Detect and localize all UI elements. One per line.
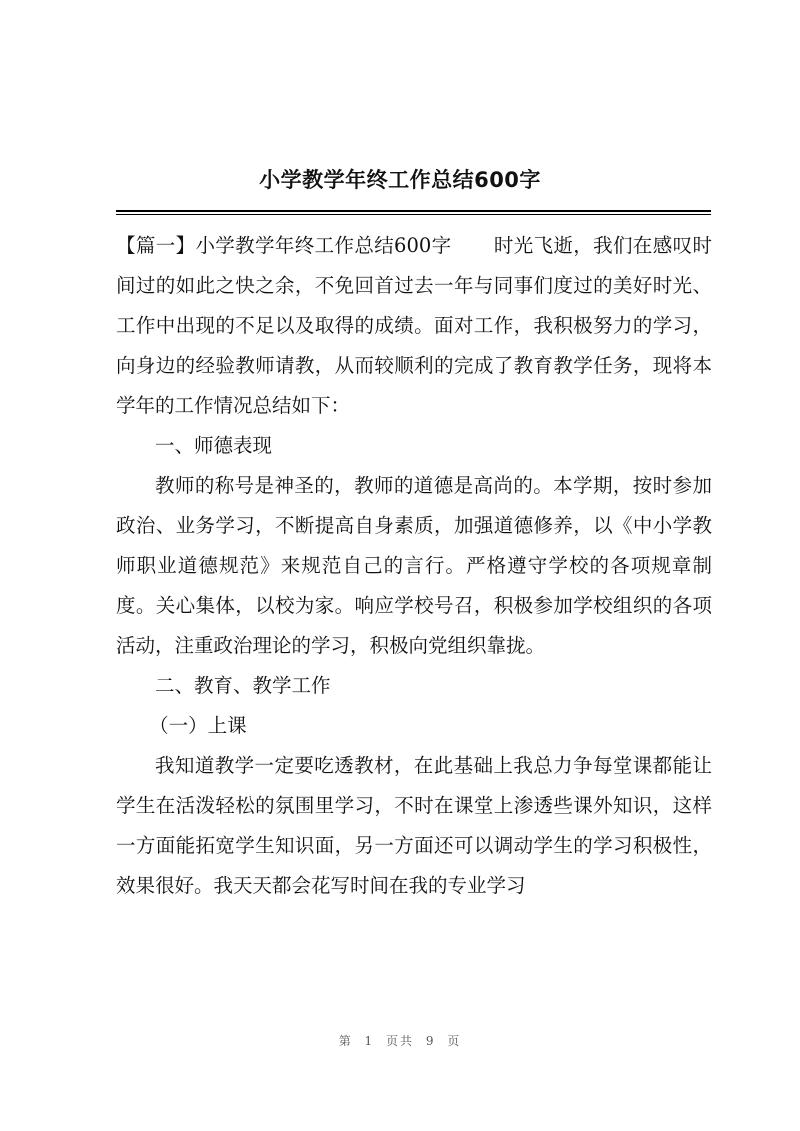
intro-label: 【篇一】小学教学年终工作总结600字 [116, 234, 452, 257]
title-divider-thick [116, 210, 711, 212]
document-body [116, 226, 712, 906]
heading-teaching: 二、教育、教学工作 [155, 674, 331, 697]
heading-class: （一）上课 [149, 714, 247, 737]
page-number: 第 1 页共 9 页 [338, 1034, 462, 1048]
title-divider-thin [116, 214, 711, 215]
intro-paragraph [116, 226, 712, 426]
document-title: 小学教学年终工作总结600字 [259, 168, 541, 192]
paragraph-3: 我知道教学一定要吃透教材，在此基础上我总力争每堂课都能让学生在活泼轻松的氛围里学习，不时在课堂上渗透些课外知识，这样一方面能拓宽学生知识面，另一方面还可以调动学生的学习积极性，效果很好。我天天都会花写时间在我的专业学习 [116, 754, 712, 897]
paragraph-1: 时光飞逝，我们在感叹时间过的如此之快之余，不免回首过去一年与同事们度过的美好时光、工作中出现的不足以及取得的成绩。面对工作，我积极努力的学习，向身边的经验教师请教，从而较顺利的完成了教育教学任务，现将本学年的工作情况总结如下： [116, 234, 712, 417]
paragraph-2: 教师的称号是神圣的，教师的道德是高尚的。本学期，按时参加政治、业务学习，不断提高自身素质，加强道德修养，以《中小学教师职业道德规范》来规范自己的言行。严格遵守学校的各项规章制度。关心集体，以校为家。响应学校号召，积极参加学校组织的各项活动，注重政治理论的学习，积极向党组织靠拢。 [116, 474, 712, 657]
heading-ethics: 一、师德表现 [155, 434, 273, 457]
